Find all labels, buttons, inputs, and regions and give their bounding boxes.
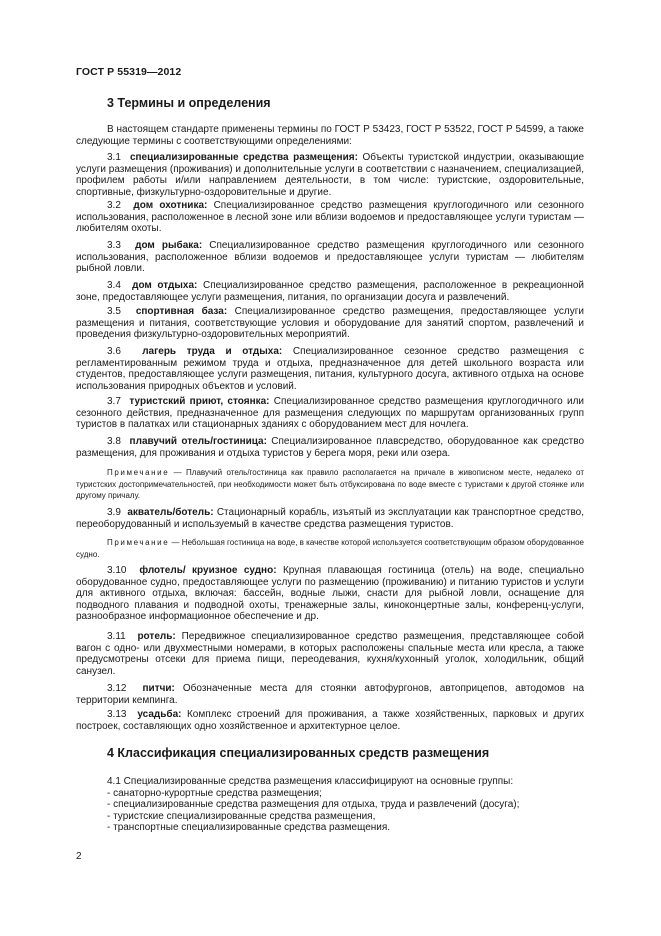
term-3-9: 3.9 акватель/ботель: Стационарный корабль, изъятый из эксплуатации как транспортное средство, переоборудованный и используемый в качестве средства размещения туристов. (76, 507, 585, 530)
term-3-3: 3.3 дом рыбака: Специализированное средство размещения круглогодичного или сезонного использования, расположенное вблизи водоемов и предоставляющее услуги туристам — любителям рыбной ловли. (76, 240, 584, 275)
term-title: дом отдыха: (132, 280, 198, 291)
term-title: специализированные средства размещения: (129, 152, 358, 163)
term-3-2: 3.2 дом охотника: Специализированное средство размещения круглогодичного или сезонного использования, расположенное в лесной зоне или вблизи водоемов и предоставляющее услуги туристам — любителям охоты. (76, 200, 584, 235)
term-3-8: 3.8 плавучий отель/гостиница: Специализированное плавсредство, оборудованное как средство размещения, для проживания и отдыха туристов у берега моря, реки или озера. (76, 436, 585, 459)
term-3-13: 3.13 усадьба: Комплекс строений для проживания, а также хозяйственных, парковых и других построек, составляющих одно хозяйственное и архитектурное целое. (76, 709, 584, 732)
term-3-4: 3.4 дом отдыха: Специализированное средство размещения, расположенное в рекреационной зоне, предоставляющее услуги размещения, питания, по организации досуга и развлечений. (76, 280, 584, 303)
list-item: - санаторно-курортные средства размещения; (107, 787, 322, 799)
page-number: 2 (76, 851, 82, 862)
note-1: Примечание — Плавучий отель/гостиница как правило располагается на причале в живописном месте, недалеко от туристских достопримечательностей, при необходимости может быть отбуксирована по воде вместе с туристами к другой стоянке или другому причалу. (76, 468, 584, 501)
term-3-5: 3.5 спортивная база: Специализированное средство размещения, предоставляющее услуги размещения и питания, соответствующие условия и оборудование для занятий спортом, развлечений и проведения физкультурно-оздоровительных мероприятий. (76, 306, 584, 341)
document-header: ГОСТ Р 55319—2012 (76, 66, 182, 78)
term-title: усадьба: (137, 709, 182, 720)
term-3-12: 3.12 питчи: Обозначенные места для стоянки автофургонов, автоприцепов, автодомов на территории кемпинга. (76, 683, 585, 706)
term-title: лагерь труда и отдыха: (142, 346, 283, 357)
term-3-7: 3.7 туристский приют, стоянка: Специализированное средство размещения круглогодичного или сезонного действия, предназначенное для размещения следующих по маршрутам организованных групп туристов в палатках или стационарных зданиях с оборудованием мест для ночлега. (76, 396, 584, 431)
term-title: дом охотника: (133, 200, 208, 211)
note-2: Примечание — Небольшая гостиница на воде, в качестве которой используется соответствующим образом оборудованное судно. (76, 538, 584, 559)
term-title: дом рыбака: (135, 240, 203, 251)
section-3-heading: 3 Термины и определения (107, 96, 271, 110)
term-title: туристский приют, стоянка: (129, 396, 270, 407)
classification-list (76, 776, 584, 834)
note-label: Примечание (107, 538, 170, 547)
term-title: акватель/ботель: (127, 507, 214, 518)
term-title: флотель/ круизное судно: (139, 565, 277, 576)
term-3-11: 3.11 ротель: Передвижное специализированное средство размещения, представляющее собой вагон с одно- или двухместными номерами, в которых расположены спальные места или кресла, а также предусмотрены отсеки для приема пищи, переодевания, кухня/кухонный уголок, холодильник, общий санузел. (76, 631, 584, 677)
term-title: плавучий отель/гостиница: (129, 436, 267, 447)
term-title: спортивная база: (135, 306, 228, 317)
note-label: Примечание (107, 468, 170, 477)
list-item: - транспортные специализированные средства размещения. (107, 822, 391, 834)
term-title: ротель: (137, 631, 176, 642)
term-3-1: 3.1 специализированные средства размещения: Объекты туристской индустрии, оказывающие услуги размещения (проживания) и дополнительные услуги в соответствии с назначением, специализацией, профилем работы и/или направлением деятельности, в том числе: туристские, оздоровительные, спортивные, физкультурно-оздоровительные и другие. (76, 152, 585, 198)
list-intro: 4.1 Специализированные средства размещения классифицируют на основные группы: (107, 776, 514, 787)
section-4-heading: 4 Классификация специализированных средств размещения (107, 746, 490, 760)
list-item: - туристские специализированные средства размещения, (107, 810, 376, 822)
term-3-10: 3.10 флотель/ круизное судно: Крупная плавающая гостиница (отель) на воде, специально оборудованное судно, предоставляющее услуги по размещению (проживанию) и питанию туристов и услуги для активного отдыха, включая: бассейн, водные лыжи, снасти для рыбной ловли, оснащение для подводного плавания и подводной охоты, тренажерные залы, киноконцертные залы, конференц-услуги, разнообразное информационное обеспечение и др. (76, 565, 585, 623)
list-item: - специализированные средства размещения для отдыха, труда и развлечений (досуга); (107, 799, 520, 811)
term-3-6: 3.6 лагерь труда и отдыха: Специализированное сезонное средство размещения с регламентированным режимом труда и отдыха, предназначенное для детей школьного возраста или студентов, предоставляющее услуги размещения, питания, культурного досуга, активного отдыха на основе использования природных объектов и условий. (76, 346, 584, 392)
term-title: питчи: (142, 683, 175, 694)
section-3-intro: В настоящем стандарте применены термины по ГОСТ Р 53423, ГОСТ Р 53522, ГОСТ Р 54599, а также следующие термины с соответствующими определениями: (76, 124, 584, 147)
